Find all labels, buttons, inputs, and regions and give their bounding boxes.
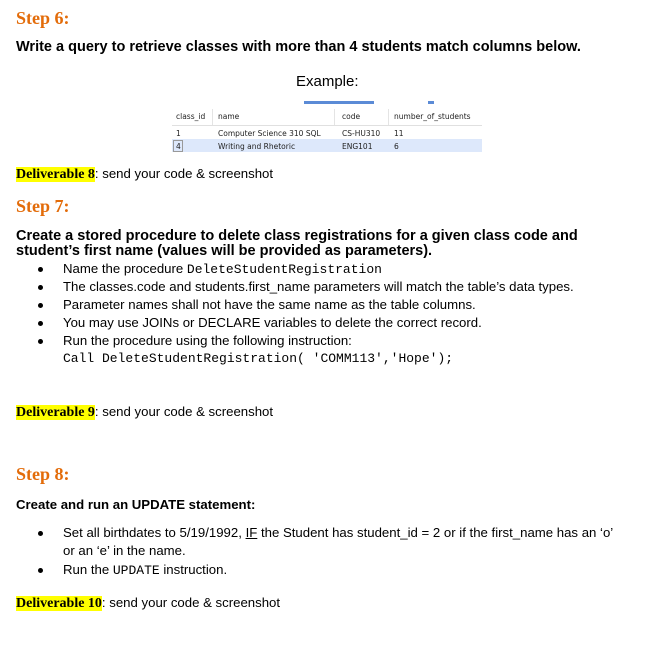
deliverable-9-label: Deliverable 9 [16, 405, 95, 420]
cell-name: Computer Science 310 SQL [218, 129, 321, 138]
bullet-dot [38, 267, 43, 272]
step-8-title: Step 8: [16, 464, 70, 484]
procedure-call-code: Call DeleteStudentRegistration( 'COMM113','Hope'); [63, 351, 454, 366]
step-6-title: Step 6: [16, 8, 70, 28]
bullet-dot [38, 285, 43, 290]
deliverable-9 [16, 404, 273, 421]
column-header-class-id: class_id [176, 112, 206, 121]
cell-name: Writing and Rhetoric [218, 142, 296, 151]
step-8-bullet-1 [63, 525, 613, 540]
step-7-bullet-1 [63, 261, 382, 277]
deliverable-10-label: Deliverable 10 [16, 596, 102, 611]
step-6-heading: Write a query to retrieve classes with more than 4 students match columns below. [16, 39, 581, 55]
table-row [172, 139, 482, 152]
deliverable-8-text: : send your code & screenshot [94, 166, 274, 181]
column-header-code: code [342, 112, 361, 121]
bullet-dot [38, 303, 43, 308]
step-8-bullet-2 [63, 562, 227, 578]
bullet-text: instruction. [159, 562, 228, 577]
column-header-name: name [218, 112, 240, 121]
cell-class-id: 4 [176, 142, 181, 151]
bullet-dot [38, 531, 43, 536]
bullet-dot [38, 339, 43, 344]
step-7-heading-line-1: Create a stored procedure to delete class registrations for a given class code and [16, 228, 578, 244]
column-divider [388, 109, 389, 125]
bullet-text: the Student has student_id = 2 or if the first_name has an ‘o’ [257, 525, 614, 540]
bullet-text: Set all birthdates to 5/19/1992, [63, 525, 246, 540]
table-header-row [172, 109, 482, 126]
procedure-name-code: DeleteStudentRegistration [186, 262, 382, 277]
step-7-title: Step 7: [16, 196, 70, 216]
column-divider [212, 109, 213, 125]
deliverable-10 [16, 595, 280, 612]
bullet-1-text: Name the procedure [63, 261, 187, 276]
table-row [172, 126, 482, 139]
bullet-text: Run the [63, 562, 113, 577]
if-keyword: IF [245, 525, 258, 540]
deliverable-9-text: : send your code & screenshot [94, 404, 274, 419]
step-7-heading-line-2: student’s first name (values will be provided as parameters). [16, 243, 433, 259]
deliverable-8-label: Deliverable 8 [16, 167, 95, 182]
update-keyword-code: UPDATE [112, 563, 160, 578]
cell-number-of-students: 6 [394, 142, 399, 151]
deliverable-8 [16, 166, 273, 183]
cell-class-id: 1 [176, 129, 181, 138]
column-header-number-of-students: number_of_students [394, 112, 471, 121]
cell-number-of-students: 11 [394, 129, 404, 138]
step-7-bullet-2: The classes.code and students.first_name parameters will match the table’s data types. [63, 279, 574, 294]
column-resize-bar [428, 101, 434, 104]
bullet-dot [38, 321, 43, 326]
step-7-bullet-5: Run the procedure using the following instruction: [63, 333, 352, 348]
bullet-dot [38, 568, 43, 573]
column-divider [334, 109, 335, 125]
step-7-bullet-3: Parameter names shall not have the same name as the table columns. [63, 297, 476, 312]
step-8-bullet-1-continued: or an ‘e’ in the name. [63, 543, 186, 558]
column-resize-bar [304, 101, 374, 104]
step-7-bullet-4: You may use JOINs or DECLARE variables to delete the correct record. [63, 315, 482, 330]
example-label: Example: [296, 73, 359, 90]
example-result-table [172, 101, 482, 153]
cell-code: CS-HU310 [342, 129, 381, 138]
deliverable-10-text: : send your code & screenshot [101, 595, 281, 610]
cell-code: ENG101 [342, 142, 373, 151]
step-8-heading: Create and run an UPDATE statement: [16, 497, 256, 512]
